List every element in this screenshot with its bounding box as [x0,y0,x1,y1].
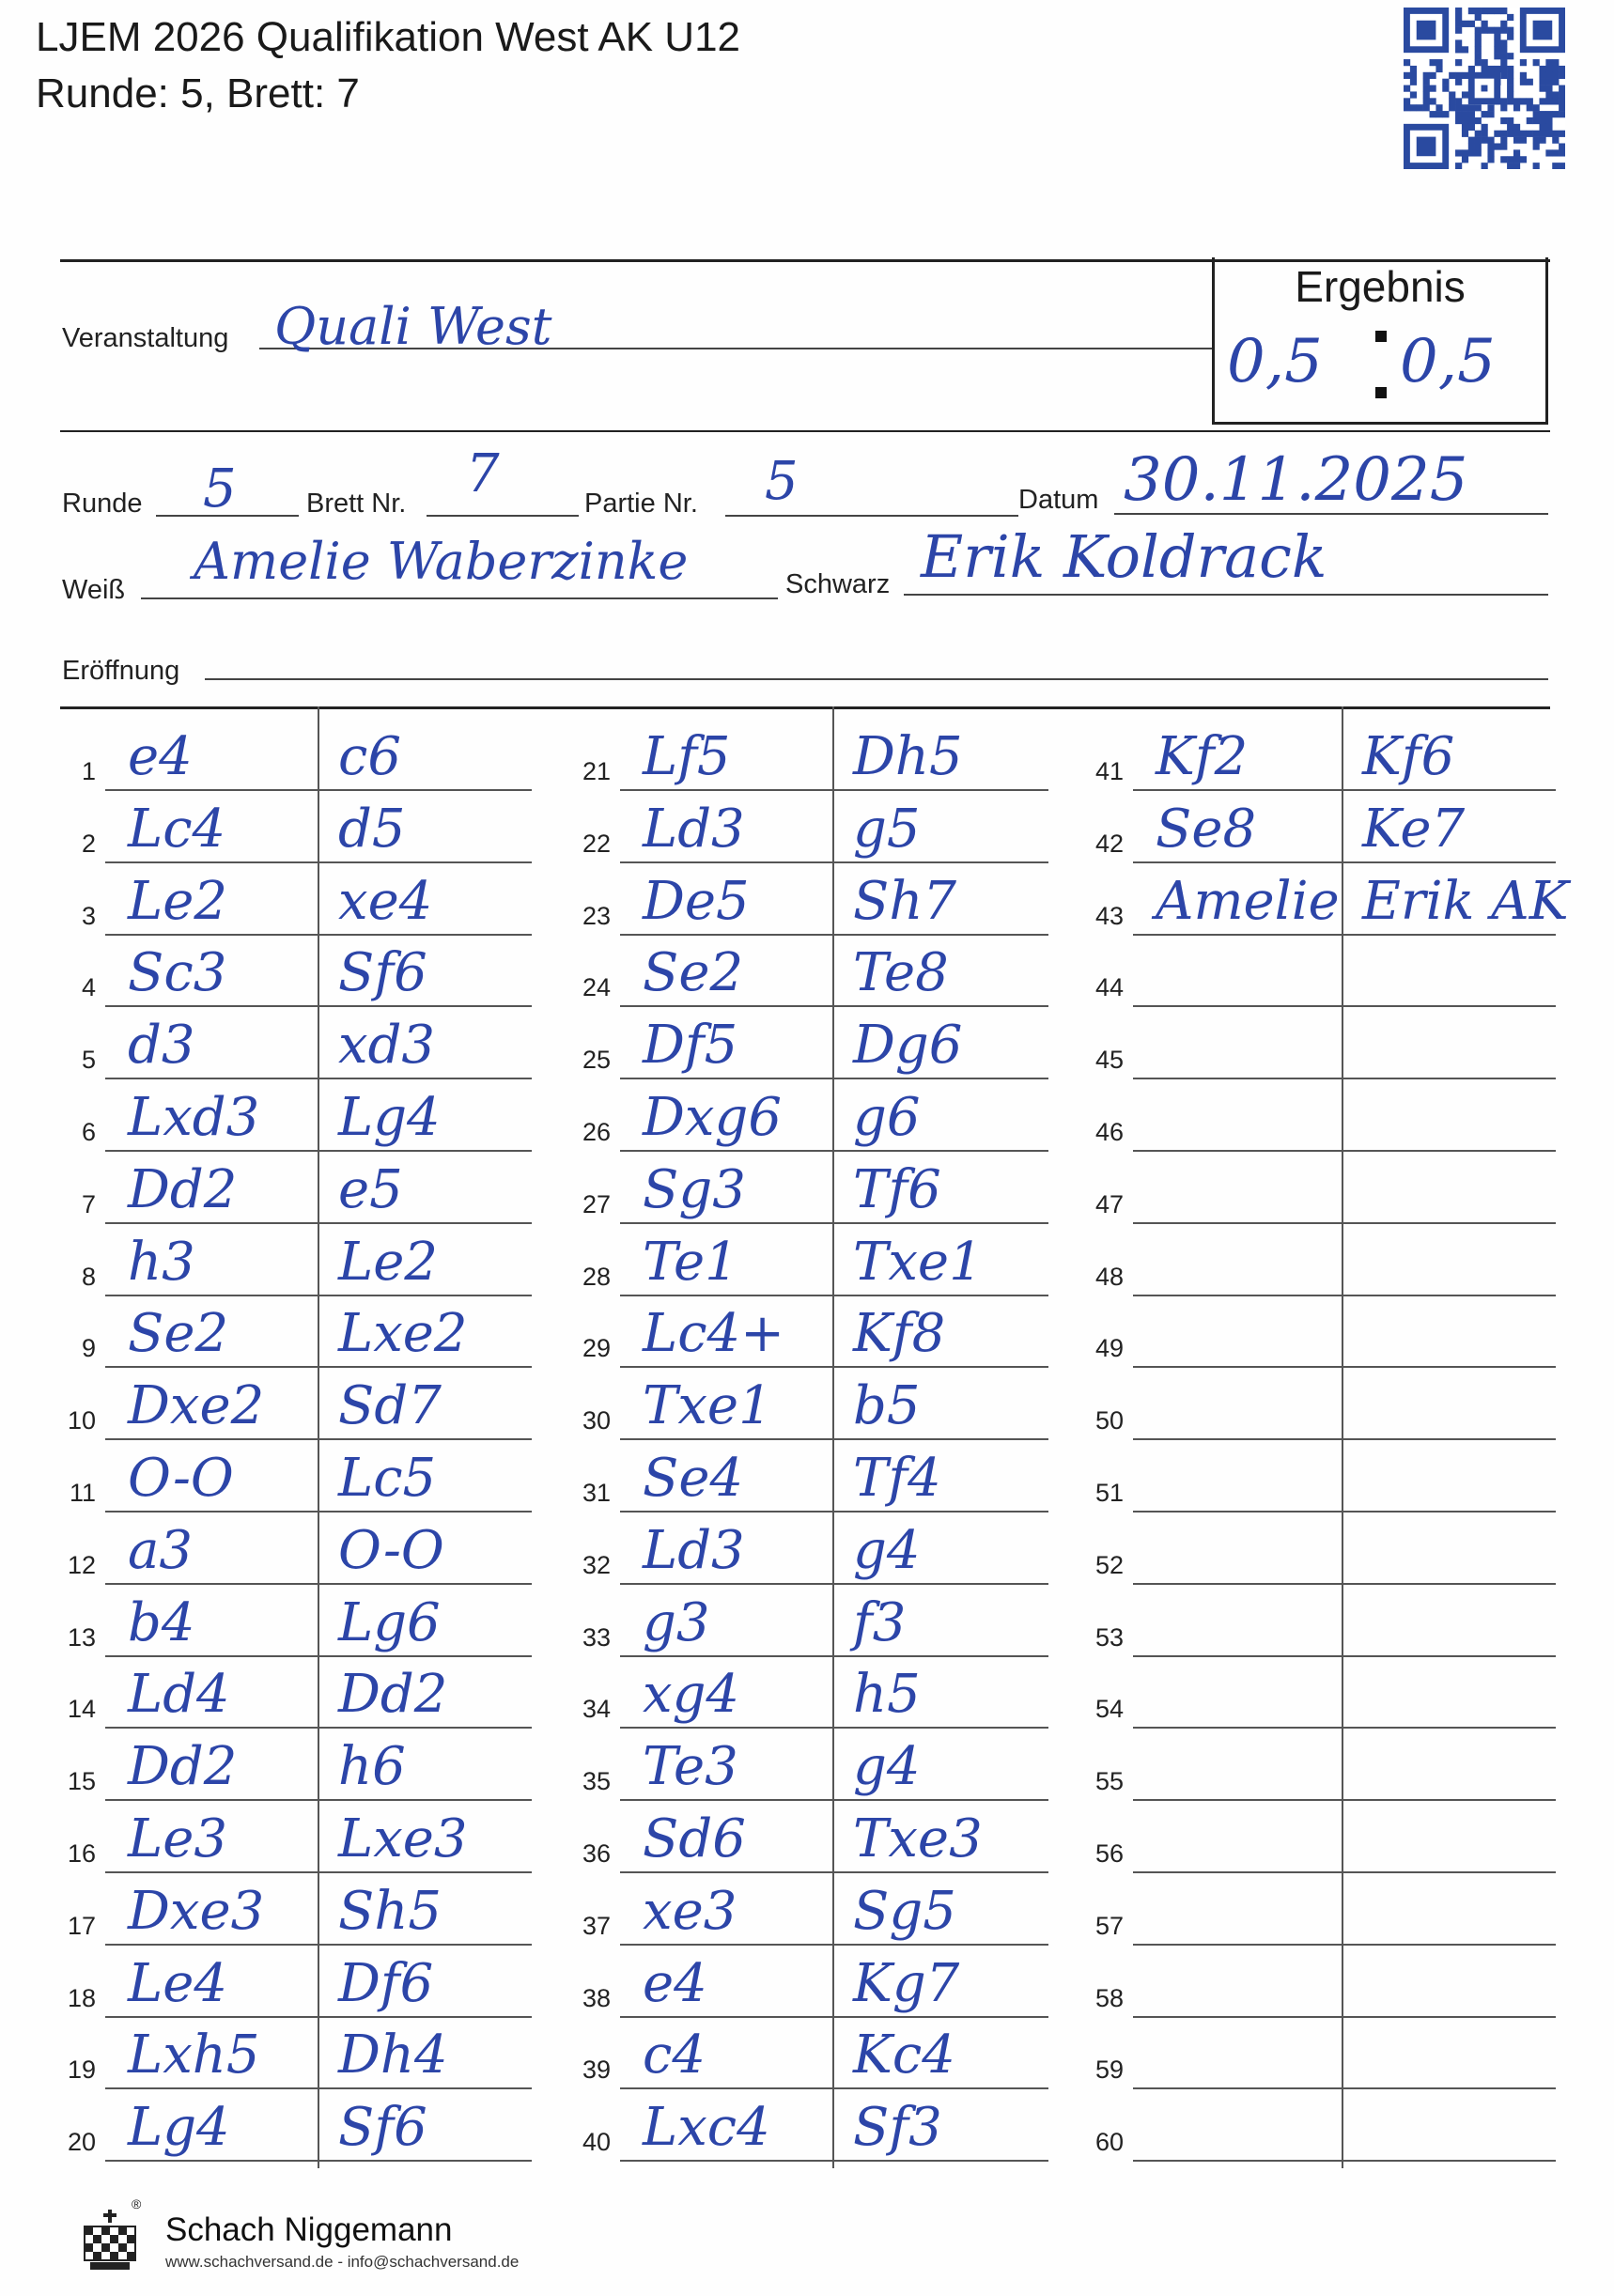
move-column-divider [1342,706,1343,2168]
opening-label: Eröffnung [62,656,180,686]
white-move: Te3 [643,1736,738,1798]
black-move: Lc5 [338,1448,437,1509]
move-number: 26 [582,1118,611,1146]
white-move: Lxc4 [643,2097,770,2159]
white-move: Ld3 [643,1519,745,1581]
black-move: g5 [853,798,921,860]
move-row-line [620,1871,1048,1873]
move-number: 16 [67,1839,96,1868]
black-move: Sf6 [338,942,427,1004]
move-row-line [105,1944,532,1946]
round-label: Runde [62,489,143,519]
move-row-line [1133,1871,1556,1873]
black-move: Sh5 [338,1880,442,1942]
move-number: 5 [81,1046,96,1075]
white-move: Ld4 [128,1664,230,1726]
move-row-line [105,2160,532,2162]
move-number: 46 [1094,1118,1124,1146]
result-separator-dot-top [1375,331,1387,342]
white-move: d3 [128,1015,195,1077]
white-player: Amelie Waberzinke [194,532,689,591]
move-row-line [620,2087,1048,2089]
move-column-divider [832,706,834,2168]
white-label: Weiß [62,575,126,605]
move-row-line [620,1727,1048,1729]
move-number: 11 [69,1479,96,1507]
move-number: 23 [582,901,611,930]
black-player: Erik Koldrack [921,522,1327,591]
move-number: 20 [67,2128,96,2157]
round-value: 5 [203,458,237,520]
result-black: 0,5 [1400,327,1496,396]
move-number: 51 [1094,1479,1124,1507]
white-move: Dd2 [128,1158,238,1220]
result-separator-dot-bottom [1375,387,1387,398]
move-row-line [620,934,1048,936]
result-white: 0,5 [1227,327,1323,396]
qr-code-icon [1404,8,1565,169]
move-row-line [1133,2160,1556,2162]
black-move: g6 [853,1087,921,1148]
white-move: Lc4 [128,798,226,860]
game-label: Partie Nr. [584,489,698,519]
black-move: Tf4 [853,1448,941,1509]
black-move: xe4 [338,870,433,932]
white-move: Se4 [643,1448,744,1509]
move-number: 43 [1094,901,1124,930]
white-move: Lxh5 [128,2025,260,2087]
black-move: Ke7 [1362,798,1466,860]
move-row-line [1133,1583,1556,1585]
opening-underline [205,678,1548,680]
moves-top-rule [60,706,1550,709]
black-move: Df6 [338,1952,434,2014]
move-number: 29 [582,1334,611,1363]
move-number: 6 [81,1118,96,1146]
move-row-line [1133,1655,1556,1657]
move-row-line [105,1799,532,1801]
move-number: 33 [582,1622,611,1652]
move-row-line [105,934,532,936]
black-move: c6 [338,726,401,787]
black-label: Schwarz [785,569,891,599]
black-move: Erik AK [1362,870,1569,932]
move-row-line [620,1078,1048,1079]
move-number: 27 [582,1189,611,1218]
move-row-line [1133,861,1556,863]
move-number: 50 [1094,1406,1124,1435]
white-move: Df5 [643,1015,738,1077]
move-row-line [105,861,532,863]
white-move: g3 [643,1591,710,1653]
move-number: 7 [81,1189,96,1218]
sheet-title: LJEM 2026 Qualifikation West AK U12 [36,14,741,60]
black-move: xd3 [338,1015,436,1077]
move-number: 59 [1094,2056,1124,2085]
move-row-line [1133,1295,1556,1296]
black-move: b5 [853,1375,921,1437]
move-row-line [620,1655,1048,1657]
black-move: Sf6 [338,2097,427,2159]
black-move: Dg6 [853,1015,963,1077]
white-move: Se2 [643,942,744,1004]
move-row-line [620,1944,1048,1946]
move-number: 45 [1094,1046,1124,1075]
move-number: 31 [582,1479,611,1507]
move-number: 39 [582,2056,611,2085]
black-move: Sh7 [853,870,957,932]
chess-king-logo-icon [77,2208,143,2273]
move-row-line [1133,1366,1556,1368]
game-value: 5 [765,451,799,512]
move-number: 15 [67,1767,96,1796]
move-number: 40 [582,2128,611,2157]
move-number: 18 [67,1983,96,2012]
white-move: Le3 [128,1808,227,1869]
black-move: Kg7 [853,1952,960,2014]
move-row-line [1133,2087,1556,2089]
move-row-line [620,2160,1048,2162]
black-move: e5 [338,1158,403,1220]
move-row-line [620,861,1048,863]
move-number: 37 [582,1911,611,1940]
black-move: Sd7 [338,1375,442,1437]
move-number: 54 [1094,1695,1124,1724]
white-move: Lxd3 [128,1087,260,1148]
white-move: O-O [128,1448,234,1509]
move-row-line [620,789,1048,791]
move-number: 9 [81,1334,96,1363]
white-move: Le2 [128,870,227,932]
move-number: 8 [81,1262,96,1291]
brand-name: Schach Niggemann [165,2211,453,2248]
date-label: Datum [1018,485,1099,515]
move-number: 25 [582,1046,611,1075]
white-move: Amelie [1156,870,1340,932]
white-move: Kf2 [1156,726,1249,787]
move-number: 2 [81,829,96,858]
black-move: Dd2 [338,1664,448,1726]
move-number: 4 [81,973,96,1002]
move-number: 14 [67,1695,96,1724]
white-move: xg4 [643,1664,740,1726]
white-move: Le4 [128,1952,227,2014]
white-move: xe3 [643,1880,737,1942]
white-move: h3 [128,1231,195,1293]
move-number: 22 [582,829,611,858]
move-column-divider [318,706,319,2168]
move-row-line [105,1005,532,1007]
round-board-line: Runde: 5, Brett: 7 [36,70,360,116]
move-row-line [620,1799,1048,1801]
move-row-line [105,1295,532,1296]
move-number: 52 [1094,1550,1124,1579]
registered-mark: ® [132,2196,142,2211]
move-row-line [620,1583,1048,1585]
black-move: Tf6 [853,1158,941,1220]
black-move: h5 [853,1664,921,1726]
move-row-line [105,1078,532,1079]
event-value: Quali West [274,297,552,356]
move-number: 35 [582,1767,611,1796]
move-number: 24 [582,973,611,1002]
move-number: 38 [582,1983,611,2012]
result-label: Ergebnis [1295,262,1466,311]
move-row-line [1133,789,1556,791]
black-move: g4 [853,1736,921,1798]
move-row-line [620,1222,1048,1224]
move-number: 55 [1094,1767,1124,1796]
move-row-line [105,1871,532,1873]
move-row-line [620,1438,1048,1440]
move-number: 42 [1094,829,1124,858]
black-underline [904,594,1548,596]
move-row-line [105,789,532,791]
black-move: Lxe3 [338,1808,468,1869]
white-move: Dxe3 [128,1880,265,1942]
move-row-line [105,1727,532,1729]
black-move: Txe3 [853,1808,983,1869]
move-row-line [620,1366,1048,1368]
white-move: Dxe2 [128,1375,265,1437]
black-move: Lg6 [338,1591,441,1653]
white-move: Dxg6 [643,1087,782,1148]
move-number: 58 [1094,1983,1124,2012]
move-row-line [620,1005,1048,1007]
board-underline [427,515,579,517]
move-number: 56 [1094,1839,1124,1868]
move-row-line [105,1438,532,1440]
move-row-line [620,2016,1048,2018]
move-row-line [1133,934,1556,936]
move-row-line [105,1511,532,1513]
black-move: Txe1 [853,1231,983,1293]
white-move: Se8 [1156,798,1257,860]
board-label: Brett Nr. [306,489,407,519]
move-row-line [105,1655,532,1657]
black-move: g4 [853,1519,921,1581]
black-move: Dh5 [853,726,963,787]
move-number: 17 [67,1911,96,1940]
move-number: 57 [1094,1911,1124,1940]
black-move: Kf6 [1362,726,1455,787]
move-number: 19 [67,2056,96,2085]
black-move: Kf8 [853,1303,946,1365]
brand-contact: www.schachversand.de - info@schachversand.de [165,2253,520,2271]
move-row-line [105,2016,532,2018]
move-row-line [1133,1944,1556,1946]
move-row-line [105,2087,532,2089]
move-row-line [1133,1150,1556,1152]
black-move: Te8 [853,942,949,1004]
move-row-line [620,1295,1048,1296]
white-move: Sg3 [643,1158,746,1220]
move-row-line [105,1150,532,1152]
move-number: 60 [1094,2128,1124,2157]
move-row-line [620,1150,1048,1152]
black-move: Sg5 [853,1880,956,1942]
black-move: d5 [338,798,406,860]
white-move: Dd2 [128,1736,238,1798]
move-row-line [1133,1438,1556,1440]
move-row-line [1133,1799,1556,1801]
white-move: Lf5 [643,726,731,787]
black-move: Lg4 [338,1087,441,1148]
event-label: Veranstaltung [62,323,229,353]
black-move: Le2 [338,1231,438,1293]
move-number: 47 [1094,1189,1124,1218]
move-row-line [1133,1222,1556,1224]
white-move: Ld3 [643,798,745,860]
move-row-line [620,1511,1048,1513]
date-value: 30.11.2025 [1124,445,1468,515]
black-move: f3 [853,1591,907,1653]
move-number: 41 [1094,757,1124,785]
white-move: Lc4+ [643,1303,785,1365]
move-number: 36 [582,1839,611,1868]
move-number: 13 [67,1622,96,1652]
white-move: b4 [128,1591,195,1653]
move-number: 30 [582,1406,611,1435]
move-row-line [1133,1005,1556,1007]
white-move: e4 [128,726,193,787]
move-number: 34 [582,1695,611,1724]
black-move: O-O [338,1519,444,1581]
white-move: c4 [643,2025,706,2087]
black-move: Sf3 [853,2097,942,2159]
move-row-line [1133,1078,1556,1079]
black-move: h6 [338,1736,406,1798]
move-number: 48 [1094,1262,1124,1291]
move-number: 49 [1094,1334,1124,1363]
move-number: 28 [582,1262,611,1291]
move-number: 21 [582,757,611,785]
move-row-line [105,1366,532,1368]
move-number: 44 [1094,973,1124,1002]
white-move: Lg4 [128,2097,230,2159]
move-number: 1 [81,757,96,785]
black-move: Kc4 [853,2025,955,2087]
move-number: 32 [582,1550,611,1579]
white-underline [141,597,778,599]
white-move: Sc3 [128,942,227,1004]
move-row-line [105,1583,532,1585]
move-number: 53 [1094,1622,1124,1652]
form-rule-2 [60,430,1550,432]
black-move: Dh4 [338,2025,448,2087]
black-move: Lxe2 [338,1303,468,1365]
white-move: De5 [643,870,750,932]
move-number: 3 [81,901,96,930]
white-move: Se2 [128,1303,229,1365]
white-move: Sd6 [643,1808,746,1869]
move-row-line [1133,2016,1556,2018]
move-number: 10 [67,1406,96,1435]
white-move: Te1 [643,1231,738,1293]
white-move: e4 [643,1952,707,2014]
white-move: a3 [128,1519,194,1581]
move-row-line [105,1222,532,1224]
game-underline [725,515,1018,517]
move-row-line [1133,1727,1556,1729]
move-number: 12 [67,1550,96,1579]
board-value: 7 [466,443,500,504]
white-move: Txe1 [643,1375,772,1437]
move-row-line [1133,1511,1556,1513]
